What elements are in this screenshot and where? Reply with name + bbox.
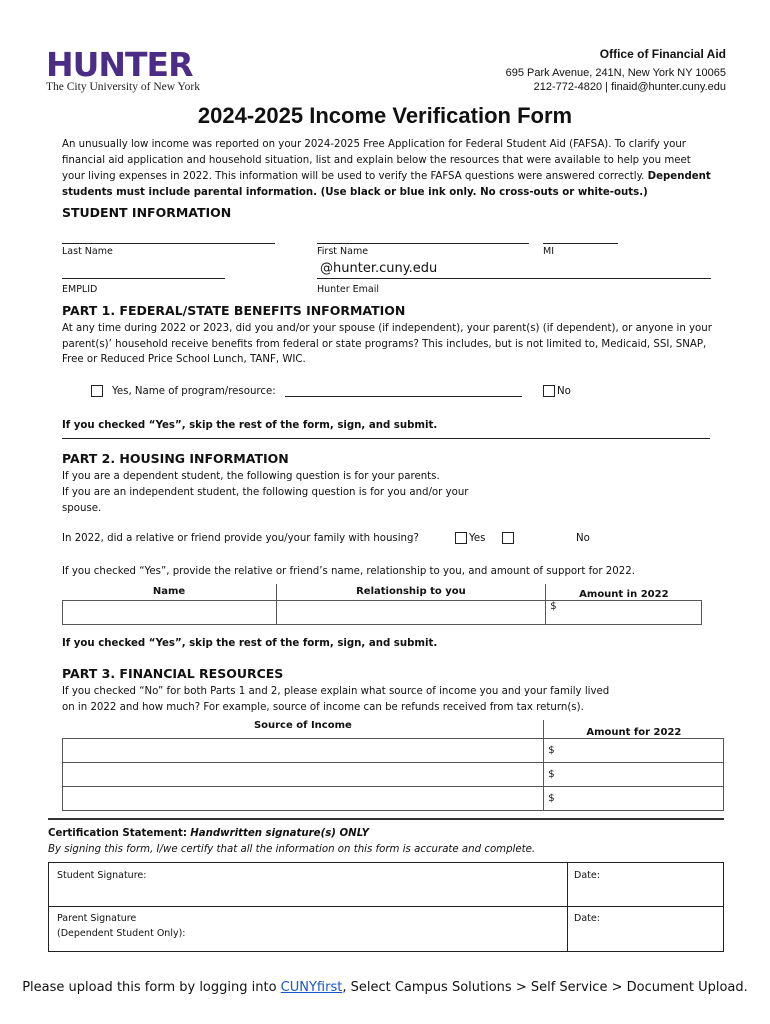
first-name-field[interactable] bbox=[317, 243, 529, 244]
part2-instruction: If you checked “Yes”, provide the relative or friend’s name, relationship to you, and amount of support for 2022. bbox=[62, 566, 635, 577]
part1-no-checkbox[interactable] bbox=[543, 385, 555, 397]
parent-signature-field[interactable] bbox=[50, 908, 566, 950]
part2-no-checkbox[interactable] bbox=[502, 532, 514, 544]
part1-skip-note: If you checked “Yes”, skip the rest of the form, sign, and submit. bbox=[62, 420, 438, 431]
emplid-field[interactable] bbox=[62, 278, 225, 279]
parent-date-label: Date: bbox=[574, 913, 600, 924]
upload-text-after: , Select Campus Solutions > Self Service > Document Upload. bbox=[342, 980, 748, 995]
cunyfirst-link[interactable]: CUNYfirst bbox=[280, 980, 343, 995]
part3-line2: on in 2022 and how much? For example, source of income can be refunds received from tax return(s). bbox=[62, 702, 584, 713]
housing-col-name: Name bbox=[63, 584, 277, 600]
certification-heading bbox=[48, 826, 369, 842]
address-line: 695 Park Avenue, 241N, New York NY 10065 bbox=[505, 67, 726, 79]
part1-question: At any time during 2022 or 2023, did you and/or your spouse (if independent), your parent(s) (if dependent), or anyone in your parent(s)’ household receive benefits from federal or state programs? This includes, but is not limited to, Medicaid, SSI, SNAP, Free or Reduced Price School Lunch, TANF, WIC. bbox=[62, 323, 712, 365]
part2-yes-label: Yes bbox=[469, 533, 486, 544]
mi-label: MI bbox=[543, 246, 554, 257]
part2-heading: PART 2. HOUSING INFORMATION bbox=[62, 451, 289, 466]
intro-text: An unusually low income was reported on your 2024-2025 Free Application for Federal Student Aid (FAFSA). To clarify your financial aid application and household situation, list and explain below the resources that were available to help you meet your living expenses in 2022. This information will be used to verify the FAFSA questions were answered correctly. bbox=[62, 139, 691, 182]
hunter-email-label: Hunter Email bbox=[317, 284, 380, 295]
resources-amount-cell[interactable]: $ bbox=[544, 738, 724, 762]
upload-instructions bbox=[0, 980, 770, 995]
resources-source-cell[interactable] bbox=[63, 786, 544, 810]
office-name: Office of Financial Aid bbox=[599, 47, 726, 61]
hunter-email-value: @hunter.cuny.edu bbox=[320, 261, 438, 276]
housing-name-cell[interactable] bbox=[63, 600, 277, 624]
resources-row[interactable] bbox=[63, 762, 724, 786]
student-signature-field[interactable] bbox=[50, 864, 566, 905]
resources-table-header bbox=[63, 720, 724, 738]
student-date-field[interactable] bbox=[569, 864, 722, 905]
emplid-label: EMPLID bbox=[62, 284, 98, 295]
housing-relationship-cell[interactable] bbox=[276, 600, 546, 624]
part2-no-label: No bbox=[576, 533, 590, 544]
upload-text-before: Please upload this form by logging into bbox=[22, 980, 281, 995]
parent-date-field[interactable] bbox=[569, 908, 722, 950]
student-signature-label: Student Signature: bbox=[57, 870, 147, 881]
part2-question: In 2022, did a relative or friend provide you/your family with housing? bbox=[62, 533, 419, 544]
resources-source-cell[interactable] bbox=[63, 738, 544, 762]
signature-col-divider bbox=[567, 863, 568, 951]
mi-field[interactable] bbox=[543, 243, 618, 244]
hunter-logo: HUNTER bbox=[46, 45, 193, 84]
resources-table bbox=[62, 720, 724, 811]
part2-independent-note: If you are an independent student, the following question is for you and/or your spouse. bbox=[62, 487, 469, 514]
contact-line: 212-772-4820 | finaid@hunter.cuny.edu bbox=[533, 81, 726, 93]
certification-statement: By signing this form, I/we certify that all the information on this form is accurate and complete. bbox=[48, 844, 536, 855]
form-title: 2024-2025 Income Verification Form bbox=[197, 103, 573, 128]
part3-line1: If you checked “No” for both Parts 1 and 2, please explain what source of income you and your family lived bbox=[62, 686, 610, 697]
hunter-email-field[interactable] bbox=[317, 278, 711, 279]
housing-table bbox=[62, 584, 702, 625]
signature-row-divider bbox=[49, 906, 723, 907]
part1-yes-checkbox[interactable] bbox=[91, 385, 103, 397]
housing-col-amount: Amount in 2022 bbox=[546, 584, 702, 600]
part2-dependent-note: If you are a dependent student, the following question is for your parents. bbox=[62, 471, 440, 482]
housing-col-relationship: Relationship to you bbox=[276, 584, 546, 600]
housing-amount-cell[interactable]: $ bbox=[546, 600, 702, 624]
part1-divider bbox=[62, 438, 710, 439]
certification-handwritten-note: Handwritten signature(s) ONLY bbox=[190, 828, 369, 839]
hunter-logo-subtitle: The City University of New York bbox=[46, 81, 200, 93]
certification-label: Certification Statement: bbox=[48, 828, 187, 839]
resources-row[interactable] bbox=[63, 738, 724, 762]
certification-divider bbox=[48, 818, 724, 820]
part1-no-label: No bbox=[557, 386, 571, 397]
first-name-label: First Name bbox=[317, 246, 369, 257]
resources-col-amount: Amount for 2022 bbox=[544, 720, 724, 738]
intro-bold: Dependent students must include parental information. (Use black or blue ink only. No cross-outs or white-outs.) bbox=[62, 171, 711, 198]
parent-signature-label: Parent Signature bbox=[57, 913, 137, 924]
intro-paragraph bbox=[62, 137, 712, 201]
resources-source-cell[interactable] bbox=[63, 762, 544, 786]
program-name-field[interactable] bbox=[285, 396, 522, 397]
parent-signature-note: (Dependent Student Only): bbox=[57, 928, 186, 939]
student-date-label: Date: bbox=[574, 870, 600, 881]
housing-table-row[interactable] bbox=[63, 600, 702, 624]
part1-yes-label: Yes, Name of program/resource: bbox=[112, 386, 276, 397]
part2-yes-checkbox[interactable] bbox=[455, 532, 467, 544]
student-info-heading: STUDENT INFORMATION bbox=[62, 205, 232, 220]
office-address bbox=[506, 66, 726, 94]
last-name-field[interactable] bbox=[62, 243, 275, 244]
resources-col-source: Source of Income bbox=[63, 720, 544, 738]
last-name-label: Last Name bbox=[62, 246, 113, 257]
part1-heading: PART 1. FEDERAL/STATE BENEFITS INFORMATION bbox=[62, 303, 406, 318]
signature-box bbox=[48, 862, 724, 952]
resources-row[interactable] bbox=[63, 786, 724, 810]
resources-amount-cell[interactable]: $ bbox=[544, 786, 724, 810]
housing-table-header bbox=[63, 584, 702, 600]
part3-heading: PART 3. FINANCIAL RESOURCES bbox=[62, 666, 284, 681]
part2-skip-note: If you checked “Yes”, skip the rest of the form, sign, and submit. bbox=[62, 638, 438, 649]
resources-amount-cell[interactable]: $ bbox=[544, 762, 724, 786]
